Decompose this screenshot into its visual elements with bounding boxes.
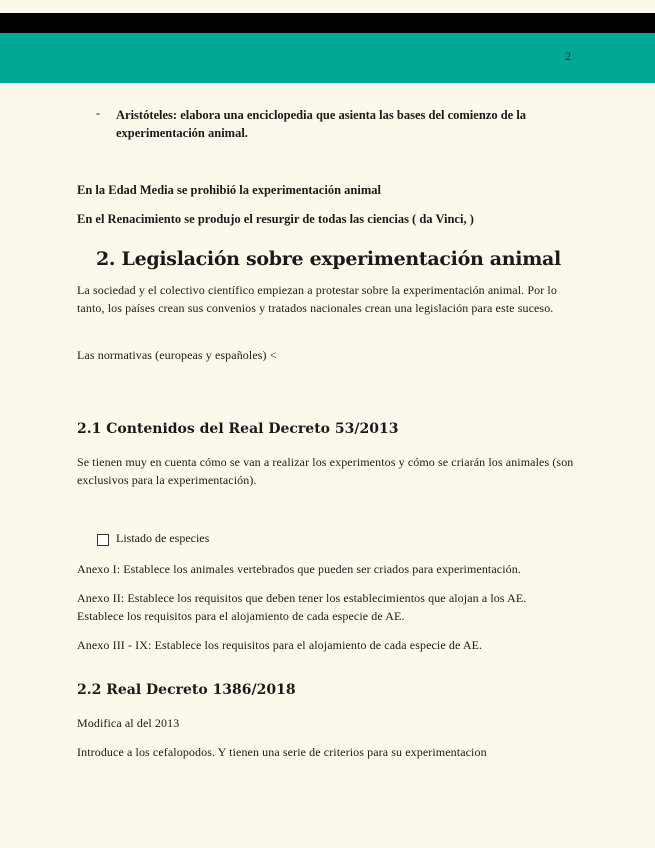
section-2-paragraph: La sociedad y el colectivo científico empiezan a protestar sobre la experimentación animal. Por lo tanto, los países crean sus convenios y tratados nacionales crean una legislación para este suceso.: [77, 283, 557, 315]
cefalopodos-line: Introduce a los cefalopodos. Y tienen una serie de criterios para su experimentacion: [77, 745, 487, 759]
anexo-1-text: Anexo I: Establece los animales vertebrados que pueden ser criados para experimentación.: [77, 562, 521, 576]
section-2-1-heading: 2.1 Contenidos del Real Decreto 53/2013: [77, 421, 399, 437]
species-list-checkbox[interactable]: [97, 534, 109, 546]
section-2-1-paragraph: Se tienen muy en cuenta cómo se van a realizar los experimentos y cómo se criarán los animales (son exclusivos para la experimentación).: [77, 455, 574, 487]
species-list-label: Listado de especies: [116, 531, 210, 545]
page-header: [0, 33, 655, 83]
section-2-2-heading: 2.2 Real Decreto 1386/2018: [77, 682, 296, 698]
anexo-2-text: Anexo II: Establece los requisitos que deben tener los establecimientos que alojan a los AE. Establece los requisitos para el alojamiento de cada especie de AE.: [77, 591, 527, 623]
aristoteles-bullet: Aristóteles: elabora una enciclopedia que asienta las bases del comienzo de la experimentación animal.: [116, 108, 527, 140]
section-2-heading: 2. Legislación sobre experimentación animal: [96, 248, 561, 270]
normativas-line: Las normativas (europeas y españoles) <: [77, 348, 277, 362]
renacimiento-line: En el Renacimiento se produjo el resurgir de todas las ciencias ( da Vinci, ): [77, 212, 474, 226]
anexo-3-9-text: Anexo III - IX: Establece los requisitos para el alojamiento de cada especie de AE.: [77, 638, 483, 652]
top-black-bar: [0, 13, 655, 33]
page-number: 2: [565, 49, 571, 63]
edad-media-line: En la Edad Media se prohibió la experimentación animal: [77, 183, 381, 197]
bullet-dash: -: [96, 106, 101, 120]
modifica-line: Modifica al del 2013: [77, 716, 180, 730]
